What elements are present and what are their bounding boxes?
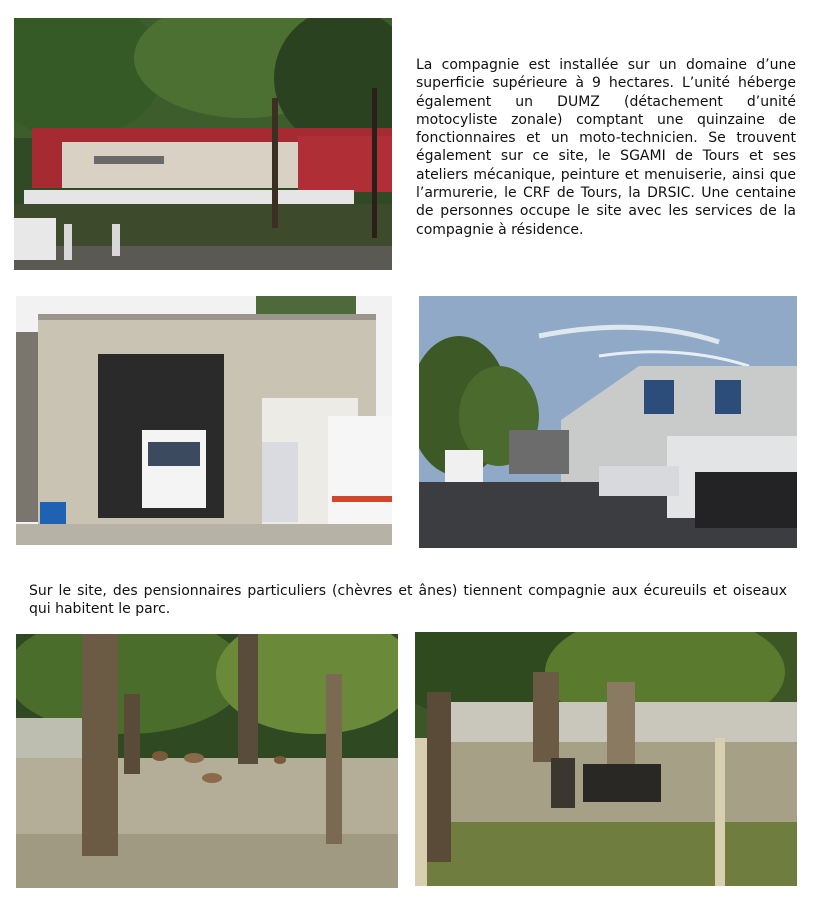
photo-goats-trees: [16, 634, 398, 888]
photo-donkeys-fence: [415, 632, 797, 886]
site-description-text: La compagnie est installée sur un domaine d’une superficie supérieure à 9 hectares. L’unité héberge également un DUMZ (détachement d’unité motocyliste zonale) comptant une quinzaine de fonctionnaires et un moto-technicien. Se trouvent également sur ce site, le SGAMI de Tours et ses ateliers mécanique, peinture et menuiserie, ainsi que l’armurerie, le CRF de Tours, la DRSIC. Une centaine de personnes occupe le site avec les services de la compagnie à résidence.: [416, 57, 796, 238]
photo-parking-vans: [419, 296, 797, 548]
residents-description-text: Sur le site, des pensionnaires particuliers (chèvres et ânes) tiennent compagnie aux écureuils et oiseaux qui habitent le parc.: [29, 583, 787, 618]
photo-workshop-garage: [16, 296, 392, 545]
photo-red-building: [14, 18, 392, 270]
